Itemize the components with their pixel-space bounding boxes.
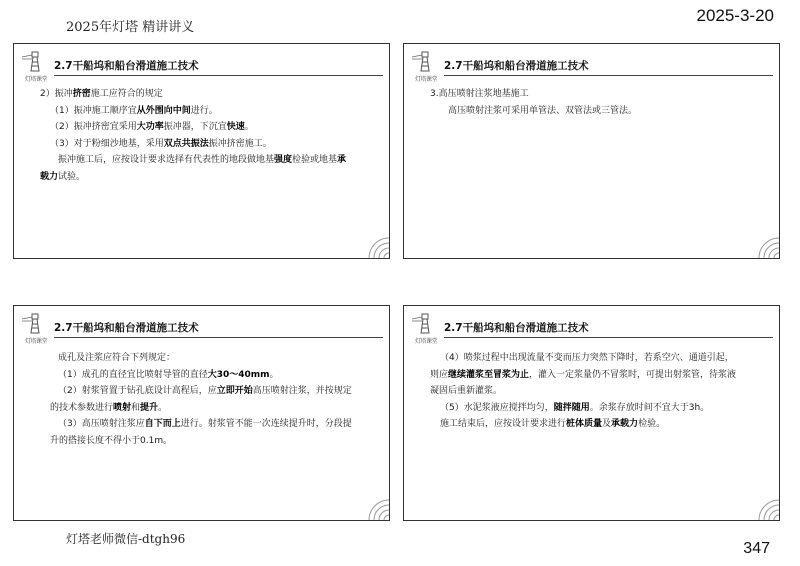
text-run-bold: 强度: [274, 155, 293, 166]
logo-text: 灯塔课堂: [24, 76, 47, 83]
text-run: （3）高压喷射注浆应: [58, 419, 145, 430]
text-run: 高压喷射注浆可采用单管法、双管法或三管法。: [448, 105, 638, 116]
text-run: 3.高压喷射注浆地基施工: [430, 89, 529, 99]
slide-3: [13, 305, 390, 521]
page-header-date: 2025-3-20: [696, 6, 774, 25]
lighthouse-logo-icon: [21, 50, 49, 83]
text-run-bold: 自下而上: [144, 419, 181, 430]
lighthouse-logo-icon: [411, 312, 439, 345]
text-run-bold: 桩体质量: [566, 419, 603, 430]
text-run: 检验。: [638, 419, 666, 430]
slide-body: [28, 350, 379, 450]
slide-line: [28, 383, 379, 400]
text-run: 凝固后重新灌浆。: [430, 386, 503, 397]
slide-line: [28, 169, 379, 186]
text-run: 及: [602, 419, 612, 430]
page-header-title: 2025年灯塔 精讲讲义: [66, 20, 195, 35]
text-run: 则应: [430, 369, 449, 380]
slide-body: [28, 86, 379, 186]
slide-line: [28, 86, 379, 103]
text-run: （2）射浆管置于钻孔底设计高程后，应: [58, 386, 217, 397]
slide-line: [28, 350, 379, 367]
text-run: （4）喷浆过程中出现流量不变而压力突然下降时，若系空穴、通道引起，: [440, 353, 734, 363]
text-run: 和: [131, 402, 141, 413]
slide-1: [13, 43, 390, 259]
slide-line: [28, 416, 379, 433]
slide-title: 2.7干船坞和船台滑道施工技术: [54, 60, 199, 72]
text-run-bold: 随拌随用: [553, 402, 590, 413]
slide-line: [418, 86, 769, 103]
text-run: 高压喷射注浆，并按规定: [252, 386, 352, 397]
text-run-bold: 挤密: [72, 89, 91, 99]
text-run: 升的搭接长度不得小于0.1m。: [50, 435, 173, 446]
text-run-bold: 载力: [40, 171, 59, 182]
logo-text: 灯塔课堂: [414, 76, 437, 83]
text-run: 振冲器，下沉宜: [163, 122, 227, 133]
slide-body: [418, 350, 769, 433]
text-run-bold: 继续灌浆至冒浆为止: [448, 369, 530, 380]
corner-arc-decoration-icon: [753, 494, 779, 520]
text-run: 的技术参数进行: [50, 402, 114, 413]
text-run: 。: [269, 369, 279, 380]
text-run: （1）振冲施工顺序宜: [50, 105, 137, 116]
text-run: （2）振冲挤密宜采用: [50, 122, 137, 133]
slide-line: [418, 400, 769, 417]
text-run-bold: 快速: [226, 122, 245, 133]
text-run: 。余浆存放时间不宜大于3h。: [589, 402, 710, 413]
text-run: 进行。射浆管不能一次连续提升时，分段提: [180, 419, 352, 430]
title-divider: [444, 75, 773, 76]
page-number: 347: [743, 540, 770, 557]
text-run: 。: [244, 122, 254, 133]
slide-line: [418, 383, 769, 400]
slide-title: 2.7干船坞和船台滑道施工技术: [444, 60, 589, 72]
slide-line: [28, 136, 379, 153]
text-run: 检验或地基: [292, 155, 338, 166]
slide-line: [28, 433, 379, 450]
text-run: 振冲施工后，应按设计要求选择有代表性的地段做地基: [58, 155, 275, 166]
title-divider: [54, 75, 383, 76]
text-run: 施工应符合的规定: [90, 89, 163, 99]
text-run-bold: 承: [337, 155, 347, 166]
text-run: （3）对于粉细沙地基，采用: [50, 138, 164, 149]
text-run: 成孔及注浆应符合下列规定：: [58, 353, 176, 363]
slide-line: [28, 152, 379, 169]
slide-line: [28, 103, 379, 120]
text-run-bold: 承载力: [611, 419, 639, 430]
text-run: ，灌入一定浆量仍不冒浆时，可提出射浆管，待浆液: [529, 369, 737, 380]
lighthouse-logo-icon: [21, 312, 49, 345]
text-run: （5）水泥浆液应搅拌均匀，: [440, 402, 554, 413]
title-divider: [54, 337, 383, 338]
slide-title: 2.7干船坞和船台滑道施工技术: [444, 322, 589, 334]
page-footer-contact: 灯塔老师微信-dtgh96: [66, 532, 186, 546]
text-run-bold: 提升: [140, 402, 159, 413]
slide-line: [418, 103, 769, 120]
text-run: 进行。: [190, 105, 218, 116]
text-run-bold: 从外围向中间: [136, 105, 191, 116]
slide-line: [418, 416, 769, 433]
text-run-bold: 喷射: [113, 402, 132, 413]
corner-arc-decoration-icon: [363, 232, 389, 258]
logo-text: 灯塔课堂: [24, 338, 47, 345]
slide-body: [418, 86, 769, 119]
text-run-bold: 大30～40mm: [207, 369, 270, 380]
slide-line: [418, 367, 769, 384]
text-run: （1）成孔的直径宜比喷射导管的直径: [58, 369, 208, 380]
lighthouse-logo-icon: [411, 50, 439, 83]
text-run: 。: [158, 402, 168, 413]
text-run: 施工结束后，应按设计要求进行: [440, 419, 567, 430]
slide-2: [403, 43, 780, 259]
corner-arc-decoration-icon: [753, 232, 779, 258]
slide-line: [28, 400, 379, 417]
text-run: 试验。: [58, 171, 86, 182]
text-run: 振冲挤密施工。: [208, 138, 272, 149]
slide-line: [418, 350, 769, 367]
slide-title: 2.7干船坞和船台滑道施工技术: [54, 322, 199, 334]
corner-arc-decoration-icon: [363, 494, 389, 520]
slide-line: [28, 119, 379, 136]
text-run-bold: 立即开始: [216, 386, 253, 397]
slide-4: [403, 305, 780, 521]
slide-line: [28, 367, 379, 384]
text-run: 2）振冲: [40, 89, 73, 99]
text-run-bold: 双点共振法: [163, 138, 209, 149]
text-run-bold: 大功率: [136, 122, 164, 133]
title-divider: [444, 337, 773, 338]
logo-text: 灯塔课堂: [414, 338, 437, 345]
